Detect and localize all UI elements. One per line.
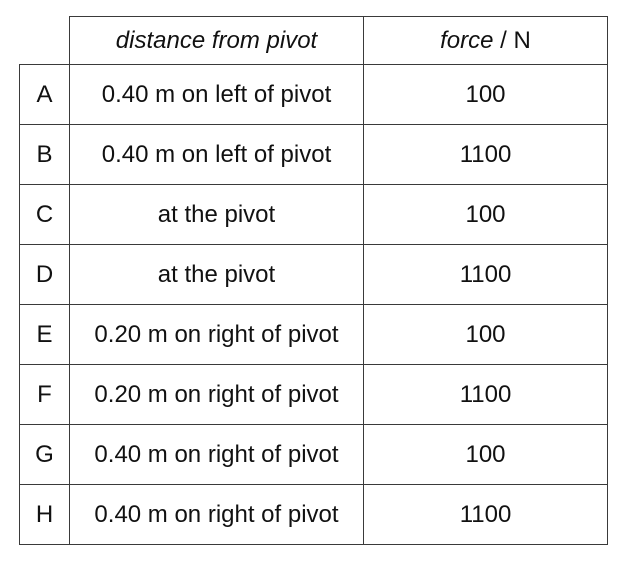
table-row [20, 425, 608, 485]
distance-cell: at the pivot [70, 245, 364, 305]
force-cell: 1100 [364, 365, 608, 425]
option-label: E [20, 305, 70, 365]
table-row [20, 305, 608, 365]
option-label: H [20, 485, 70, 545]
force-cell: 100 [364, 65, 608, 125]
distance-cell: 0.40 m on right of pivot [70, 425, 364, 485]
distance-cell: 0.20 m on right of pivot [70, 305, 364, 365]
option-label: F [20, 365, 70, 425]
force-cell: 100 [364, 185, 608, 245]
table-row [20, 125, 608, 185]
force-cell: 100 [364, 305, 608, 365]
force-cell: 1100 [364, 245, 608, 305]
header-force [364, 17, 608, 65]
table-row [20, 65, 608, 125]
table-row [20, 365, 608, 425]
header-distance [70, 17, 364, 65]
force-cell: 100 [364, 425, 608, 485]
distance-cell: 0.20 m on right of pivot [70, 365, 364, 425]
table-header-row [20, 17, 608, 65]
answer-options-table [19, 16, 608, 545]
option-label: C [20, 185, 70, 245]
header-force-unit: / N [493, 26, 531, 54]
force-cell: 1100 [364, 125, 608, 185]
distance-cell: 0.40 m on right of pivot [70, 485, 364, 545]
header-distance-label: distance from pivot [115, 26, 318, 54]
distance-cell: at the pivot [70, 185, 364, 245]
table-row [20, 185, 608, 245]
option-label: G [20, 425, 70, 485]
table-row [20, 485, 608, 545]
distance-cell: 0.40 m on left of pivot [70, 125, 364, 185]
table-row [20, 245, 608, 305]
header-force-quantity: force [440, 26, 494, 54]
option-label: B [20, 125, 70, 185]
option-label: A [20, 65, 70, 125]
force-cell: 1100 [364, 485, 608, 545]
distance-cell: 0.40 m on left of pivot [70, 65, 364, 125]
header-corner-cell [20, 17, 70, 65]
option-label: D [20, 245, 70, 305]
